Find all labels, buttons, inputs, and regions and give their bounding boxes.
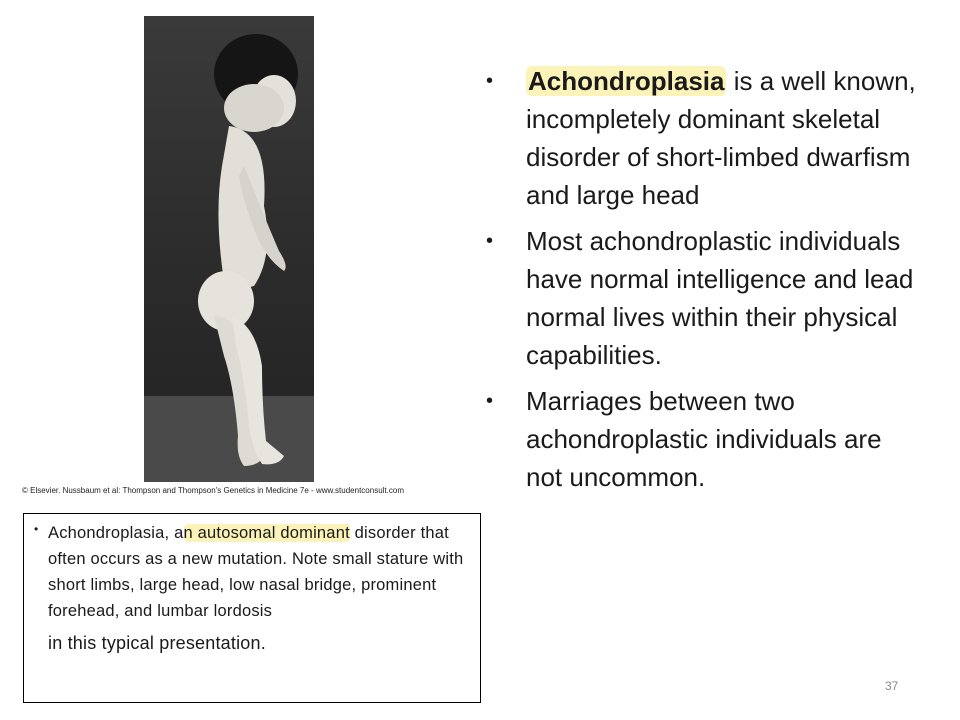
bullet-text: Marriages between two achondroplastic individuals are not uncommon. <box>526 386 882 492</box>
caption-part1: Achondroplasia, a <box>48 524 184 542</box>
caption-highlight: n autosomal dominant <box>183 524 350 542</box>
bullet-text: is a well known, incompletely dominant skeletal disorder of short-limbed dwarfism and large head <box>526 66 916 210</box>
bullet-icon: • <box>486 70 494 92</box>
bullet-icon: • <box>486 390 494 412</box>
child-figure-illustration <box>144 16 314 482</box>
caption-box <box>23 513 481 703</box>
bullet-item <box>484 382 924 496</box>
bullet-item <box>484 222 924 374</box>
bullet-icon: • <box>486 230 494 252</box>
image-credit: © Elsevier. Nussbaum et al: Thompson and Thompson's Genetics in Medicine 7e - www.studentconsult.com <box>22 486 404 495</box>
achondroplasia-photo <box>144 16 314 482</box>
caption-text <box>48 520 466 656</box>
term-achondroplasia: Achondroplasia <box>528 66 725 96</box>
caption-last-line: in this typical presentation. <box>48 633 266 653</box>
slide-number: 37 <box>885 679 899 693</box>
caption-part2: disorder that often occurs as a new mutation. Note small stature with short limbs, large head, low nasal bridge, prominent forehead, and lumbar lordosis <box>48 524 464 620</box>
main-bullet-list <box>484 62 924 504</box>
bullet-icon: • <box>34 522 39 536</box>
bullet-item <box>484 62 924 214</box>
bullet-text: Most achondroplastic individuals have normal intelligence and lead normal lives within their physical capabilities. <box>526 226 914 370</box>
